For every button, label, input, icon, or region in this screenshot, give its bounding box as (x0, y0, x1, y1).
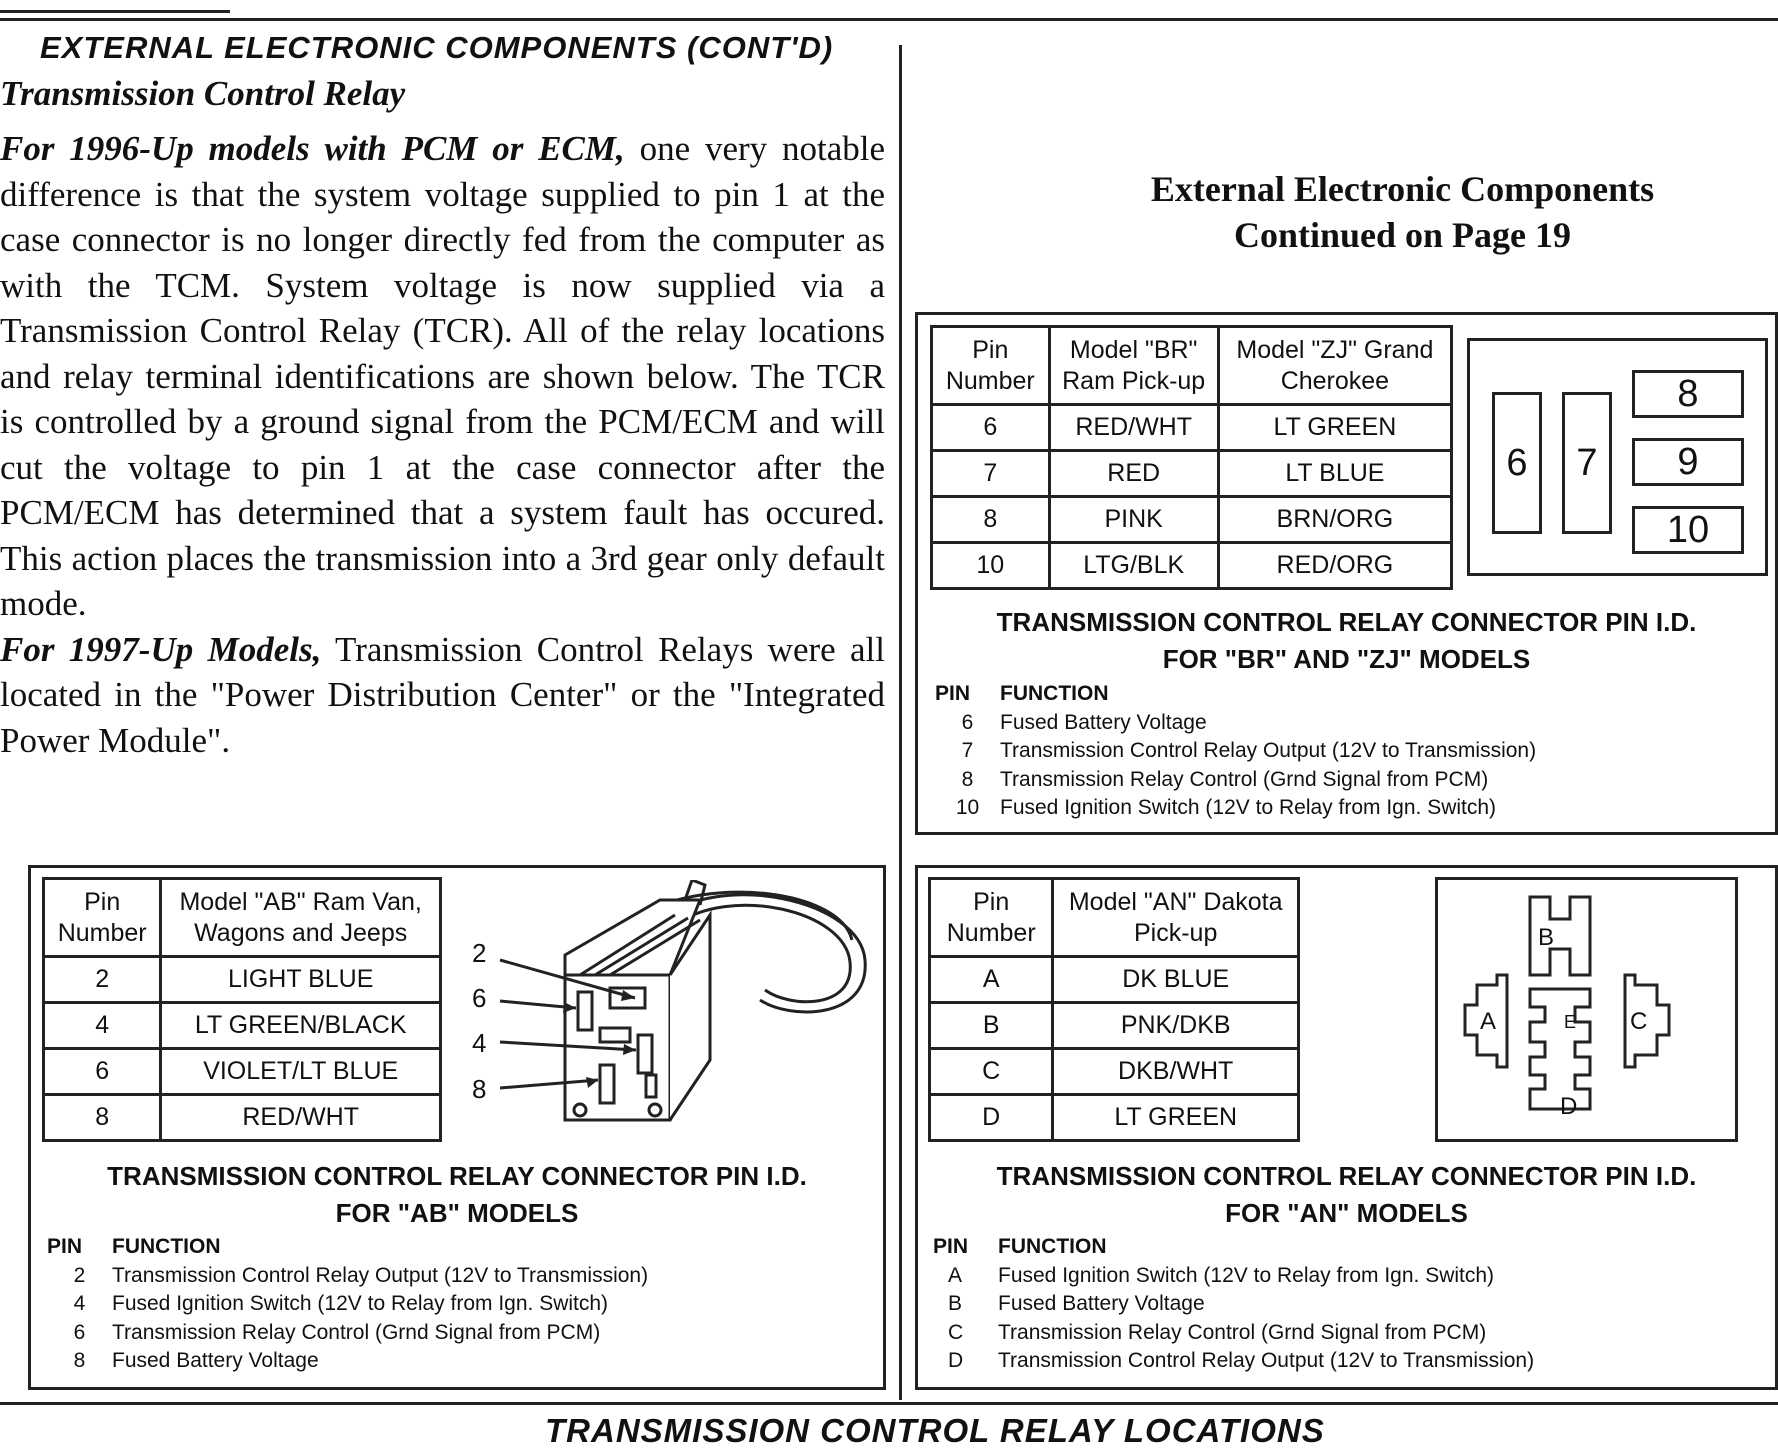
cell: 7 (932, 451, 1050, 497)
table-row (44, 1003, 441, 1049)
ab-connector-diagram (460, 880, 880, 1145)
sub-heading: Transmission Control Relay (0, 74, 406, 113)
ab-function-list (47, 1233, 648, 1376)
cell: 6 (44, 1049, 161, 1095)
pin-id: D (948, 1349, 964, 1372)
pin-id: 6 (961, 710, 974, 734)
list-item (47, 1319, 648, 1348)
continued-note-line2: Continued on Page 19 (1233, 215, 1572, 255)
body-text (0, 126, 885, 763)
table-row (930, 957, 1299, 1003)
list-item (933, 1290, 1534, 1319)
cell: LT GREEN (1218, 405, 1451, 451)
cell: 10 (932, 543, 1050, 589)
ab-caption-line1: TRANSMISSION CONTROL RELAY CONNECTOR PIN I.D. (107, 1161, 807, 1191)
ab-diagram-label-4: 4 (472, 1028, 487, 1058)
br-zj-header-zj: Model "ZJ" Grand Cherokee (1218, 327, 1451, 405)
cell: 4 (44, 1003, 161, 1049)
cell: LIGHT BLUE (161, 957, 441, 1003)
cell: LT GREEN/BLACK (161, 1003, 441, 1049)
pin-function: Transmission Relay Control (Grnd Signal from PCM) (112, 1320, 601, 1344)
top-rule (0, 18, 1778, 21)
pin-id: 10 (955, 796, 980, 819)
table-row (930, 1095, 1299, 1141)
an-label-e: E (1564, 1012, 1577, 1032)
br-zj-function-list (935, 680, 1536, 823)
paragraph-1-lead: For 1996-Up models with PCM or ECM, (0, 129, 625, 168)
cell: LT GREEN (1053, 1095, 1299, 1141)
cell: RED (1049, 451, 1218, 497)
table-row (932, 451, 1452, 497)
ab-diagram-label-6: 6 (472, 983, 487, 1013)
pin-id: B (948, 1292, 963, 1315)
cell: A (930, 957, 1053, 1003)
ab-diagram-label-2: 2 (472, 938, 487, 968)
list-item (933, 1262, 1534, 1291)
an-header-pin: Pin Number (930, 879, 1053, 957)
pin-id: 8 (73, 1349, 86, 1372)
br-zj-header-br: Model "BR" Ram Pick-up (1049, 327, 1218, 405)
an-pin-table (928, 877, 1300, 1142)
table-row (930, 1003, 1299, 1049)
list-item (47, 1262, 648, 1291)
pin-function: Transmission Control Relay Output (12V to Transmission) (998, 1349, 1535, 1372)
cell: D (930, 1095, 1053, 1141)
list-item (935, 709, 1536, 738)
cell: BRN/ORG (1218, 497, 1451, 543)
list-item (935, 737, 1536, 766)
br-zj-caption-line1: TRANSMISSION CONTROL RELAY CONNECTOR PIN I.D. (996, 607, 1697, 637)
bottom-rule (0, 1402, 1778, 1405)
cell: C (930, 1049, 1053, 1095)
list-item (933, 1319, 1534, 1348)
list-item (47, 1290, 648, 1319)
pin-id: 6 (73, 1320, 86, 1344)
table-row (44, 957, 441, 1003)
cell: DKB/WHT (1053, 1049, 1299, 1095)
cell: 8 (932, 497, 1050, 543)
an-caption-line2: FOR "AN" MODELS (1225, 1198, 1468, 1228)
table-row (932, 497, 1452, 543)
paragraph-2 (0, 627, 885, 764)
table-row (932, 405, 1452, 451)
ab-header-model: Model "AB" Ram Van, Wagons and Jeeps (161, 879, 441, 957)
br-zj-pin-header: PIN (935, 682, 971, 705)
pin-id: 8 (961, 767, 974, 791)
top-rule-short (0, 10, 230, 13)
an-label-b: B (1538, 924, 1555, 951)
pin-function: Transmission Control Relay Output (12V to Transmission) (112, 1263, 649, 1287)
cell: PNK/DKB (1053, 1003, 1299, 1049)
bottom-heading: TRANSMISSION CONTROL RELAY LOCATIONS (545, 1412, 1325, 1449)
pin-function: Fused Battery Voltage (998, 1292, 1205, 1315)
pin-id: A (948, 1263, 963, 1287)
pin-id: 2 (73, 1263, 86, 1287)
pin-id: 7 (961, 739, 974, 762)
cell: RED/WHT (161, 1095, 441, 1141)
terminal-6-label: 6 (1492, 392, 1542, 534)
br-zj-header-pin: Pin Number (932, 327, 1050, 405)
cell: PINK (1049, 497, 1218, 543)
paragraph-1 (0, 126, 885, 627)
br-zj-function-header: FUNCTION (1000, 682, 1109, 705)
an-label-d: D (1560, 1093, 1578, 1120)
paragraph-1-text: one very notable difference is that the system voltage supplied to pin 1 at the case connector is no longer directly fed from the computer as with the TCM. System voltage is now supplied via a Transmission Control Relay (TCR). All of the relay locations and relay terminal identifications are shown below. The TCR is controlled by a ground signal from the PCM/ECM and will cut the voltage to pin 1 at the case connector after the PCM/ECM has determined that a system fault has occured. This action places the transmission into a 3rd gear only default mode. (0, 129, 885, 623)
pin-id: C (948, 1320, 964, 1344)
pin-function: Fused Ignition Switch (12V to Relay from Ign. Switch) (1000, 796, 1497, 819)
cell: 2 (44, 957, 161, 1003)
ab-header-pin: Pin Number (44, 879, 161, 957)
list-item (935, 766, 1536, 795)
ab-caption-line2: FOR "AB" MODELS (335, 1198, 579, 1228)
pin-function: Fused Ignition Switch (12V to Relay from Ign. Switch) (112, 1292, 609, 1315)
list-item (935, 794, 1536, 823)
an-label-c: C (1630, 1008, 1648, 1035)
an-pin-header: PIN (933, 1235, 969, 1258)
continued-note (905, 166, 1778, 258)
list-item (47, 1347, 648, 1376)
terminal-10-label: 10 (1632, 506, 1744, 554)
paragraph-2-text: Transmission Control Relays were all located in the "Power Distribution Center" or the "Integrated Power Module". (0, 629, 885, 760)
pin-id: 4 (73, 1292, 86, 1315)
paragraph-2-lead: For 1997-Up Models, (0, 629, 322, 669)
ab-function-header: FUNCTION (112, 1235, 221, 1258)
ab-caption (28, 1158, 886, 1232)
cell: DK BLUE (1053, 957, 1299, 1003)
br-zj-caption-line2: FOR "BR" AND "ZJ" MODELS (1162, 644, 1531, 674)
center-divider (899, 45, 902, 1400)
table-row (44, 1095, 441, 1141)
an-function-list (933, 1233, 1534, 1376)
table-row (930, 1049, 1299, 1095)
cell: 8 (44, 1095, 161, 1141)
pin-function: Transmission Relay Control (Grnd Signal from PCM) (1000, 767, 1489, 791)
list-item (933, 1347, 1534, 1376)
continued-note-line1: External Electronic Components (1150, 169, 1655, 209)
cell: B (930, 1003, 1053, 1049)
pin-function: Fused Battery Voltage (1000, 710, 1207, 734)
ab-diagram-label-8: 8 (472, 1074, 487, 1104)
table-row (44, 1049, 441, 1095)
cell: LTG/BLK (1049, 543, 1218, 589)
pin-function: Fused Ignition Switch (12V to Relay from Ign. Switch) (998, 1263, 1495, 1287)
br-zj-pin-table (930, 325, 1453, 590)
terminal-9-label: 9 (1632, 438, 1744, 486)
pin-function: Transmission Relay Control (Grnd Signal from PCM) (998, 1320, 1487, 1344)
terminal-7-label: 7 (1562, 392, 1612, 534)
cell: LT BLUE (1218, 451, 1451, 497)
br-zj-caption (915, 604, 1778, 678)
ab-pin-header: PIN (47, 1235, 83, 1258)
cell: 6 (932, 405, 1050, 451)
an-label-a: A (1480, 1008, 1497, 1035)
section-heading: EXTERNAL ELECTRONIC COMPONENTS (CONT'D) (40, 30, 834, 65)
pin-function: Fused Battery Voltage (112, 1349, 319, 1372)
cell: RED/ORG (1218, 543, 1451, 589)
terminal-8-label: 8 (1632, 370, 1744, 418)
table-row (932, 543, 1452, 589)
an-function-header: FUNCTION (998, 1235, 1107, 1258)
cell: VIOLET/LT BLUE (161, 1049, 441, 1095)
an-caption-line1: TRANSMISSION CONTROL RELAY CONNECTOR PIN I.D. (996, 1161, 1697, 1191)
cell: RED/WHT (1049, 405, 1218, 451)
an-caption (915, 1158, 1778, 1232)
pin-function: Transmission Control Relay Output (12V to Transmission) (1000, 739, 1537, 762)
ab-pin-table (42, 877, 442, 1142)
an-header-model: Model "AN" Dakota Pick-up (1053, 879, 1299, 957)
